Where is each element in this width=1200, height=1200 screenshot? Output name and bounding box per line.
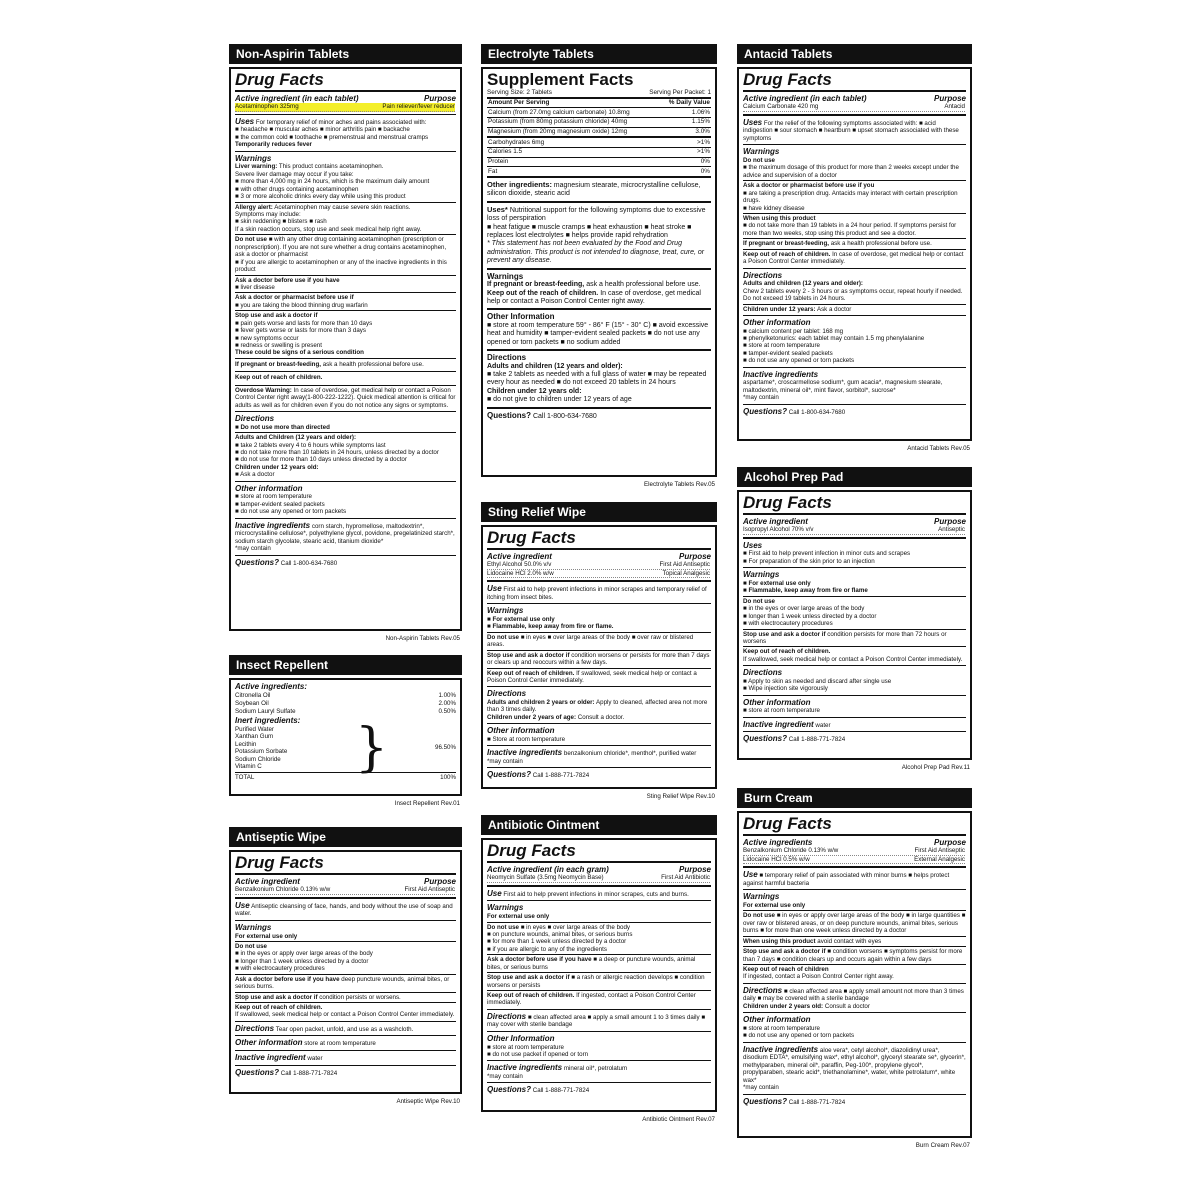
inert-ingredient: Xanthan Gum [235, 733, 274, 741]
supplement-row: Calories 1.5 >1% [488, 148, 710, 156]
supplement-row: Protein 0% [488, 158, 710, 166]
drug-facts-box: Drug Facts Purpose Active ingredient Benzalkonium Chloride 0.13% w/w First Aid Antiseptic Use Antiseptic cleansing of face, hands, and body without the use of soap and water. Warnings For external use only Do not use ■ in the eyes or apply over large areas of the body ■ longer than 1 week unless directed by a doctor ■ with electrocautery procedures Ask a doctor before use if you have deep puncture wounds, animal bites, or serious burns. Stop use and ask a doctor if condition persists or worsens. Keep out of reach of children. If swallowed, seek medical help or contact a Poison Control Center immediately. Directions Tear open packet, unfold, and use as a washcloth. Other information store at room temperature Inactive ingredient water Questions? Call 1-888-771-7824 [229, 850, 462, 1094]
drug-facts-box: Drug Facts Purpose Active ingredient Isopropyl Alcohol 70% v/v Antiseptic Uses ■ First aid to help prevent infection in minor cuts and scrapes ■ For preparation of the skin prior to an injection Warnings ■ For external use only ■ Flammable, keep away from fire or flame Do not use ■ in the eyes or over large areas of the body ■ longer than 1 week unless directed by a doctor ■ with electrocautery procedures Stop use and ask a doctor if condition persists for more than 72 hours or worsens Keep out of reach of children. If swallowed, seek medical help or contact a Poison Control Center immediately. Directions ■ Apply to skin as needed and discard after single use ■ Wipe injection site vigorously Other information ■ store at room temperature Inactive ingredient water Questions? Call 1-888-771-7824 [737, 490, 972, 760]
ingredients-box: Active ingredients: Citronella Oil 1.00% Soybean Oil 2.00% Sodium Lauryl Sulfate 0.50% Inert ingredients: Purified Water Xanthan Gum Lecithin Potassium Sorbate Sodium Chloride Vitamin C } 96.50% TOTAL 100% [229, 678, 462, 796]
ingredient-row: Citronella Oil 1.00% [235, 691, 456, 699]
panel-header: Electrolyte Tablets [481, 44, 717, 64]
inert-ingredient: Purified Water [235, 725, 274, 733]
directions-label: Directions [235, 414, 275, 424]
inert-ingredient: Lecithin [235, 740, 257, 748]
revision-label: Electrolyte Tablets Rev.05 [644, 481, 715, 488]
revision-label: Antiseptic Wipe Rev.10 [396, 1098, 460, 1105]
drug-facts-title: Drug Facts [235, 71, 456, 92]
supplement-row: Fat 0% [488, 167, 710, 175]
supplement-row: Calcium (from 27.0mg calcium carbonate) 10.8mg 1.06% [488, 108, 710, 116]
supplement-facts-box: Supplement Facts Serving Size: 2 Tablets Serving Per Packet: 1 Amount Per Serving % Daily Value Calcium (from 27.0mg calcium carbonate) 10.8mg 1.06% Potassium (from 80mg potassium chloride) 40mg 1.15% Magnesium (from 20mg magnesium oxide) 12mg 3.0% Carbohydrates 6mg >1% Calories 1.5 >1% Protein 0% Fat 0% Other ingredients: magnesium stearate, microcrystalline cellulose, silicon dioxide, stearic acid Uses* Nutritional support for the following symptoms due to excessive loss of perspiration ■ heat fatigue ■ muscle cramps ■ heat exhaustion ■ heat stroke ■ replaces lost electrolytes ■ helps provide rapid rehydration * This statement has not been evaluated by the Food and Drug administration. This product is not intended to diagnose, treat, cure, or prevent any disease. Warnings If pregnant or breast-feeding, ask a health professional before use. Keep out of the reach of children. In case of overdose, get medical help or contact a Poison Control Center right away. Other Information ■ store at room temperature 59° - 86° F (15° - 30° C) ■ avoid excessive heat and humidity ■ tamper-evident sealed packets ■ do not use any opened or torn packets ■ no sodium added Directions Adults and children (12 years and older): ■ take 2 tablets as needed with a full glass of water ■ may be repeated every hour as needed ■ do not exceed 20 tablets in 24 hours Children under 12 years old: ■ do not give to children under 12 years of age Questions? Call 1-800-634-7680 [481, 67, 717, 477]
panel-header: Insect Repellent [229, 655, 462, 675]
ingredient-row: Sodium Lauryl Sulfate 0.50% [235, 708, 456, 716]
ingredient-row: Soybean Oil 2.00% [235, 700, 456, 708]
panel-header: Alcohol Prep Pad [737, 467, 972, 487]
uses-label: Uses [235, 116, 255, 126]
panel-header: Antiseptic Wipe [229, 827, 462, 847]
drug-facts-box: Drug Facts Purpose Active ingredient (in each tablet) Acetaminophen 325mg Pain reliever/fever reducer Uses For temporary relief of minor aches and pains associated with: ■ headache ■ muscular aches ■ minor arthritis pain ■ backache ■ the common cold ■ toothache ■ premenstrual and menstrual cramps Temporarily reduces fever Warnings Liver warning: This product contains acetaminophen. Severe liver damage may occur if you take: ■ more than 4,000 mg in 24 hours, which is the maximum daily amount ■ with other drugs containing acetaminophen ■ 3 or more alcoholic drinks every day while using this product Allergy alert: Acetaminophen may cause severe skin reactions. Symptoms may include: ■ skin reddening ■ blisters ■ rash If a skin reaction occurs, stop use and seek medical help right away. Do not use ■ with any other drug containing acetaminophen (prescription or nonprescription). If you are not sure whether a drug contains acetaminophen, ask a doctor or pharmacist ■ if you are allergic to acetaminophen or any of the inactive ingredients in this product Ask a doctor before use if you have ■ liver disease Ask a doctor or pharmacist before use if ■ you are taking the blood thinning drug warfarin Stop use and ask a doctor if ■ pain gets worse and lasts for more than 10 days ■ fever gets worse or lasts for more than 3 days ■ new symptoms occur ■ redness or swelling is present These could be signs of a serious condition If pregnant or breast-feeding, ask a health professional before use. Keep out of reach of children. Overdose Warning: In case of overdose, get medical help or contact a Poison Control Center right away(1-800-222-1222). Quick medical attention is critical for adults as well as for children even if you do not notice any signs or symptoms. Directions ■ Do not use more than directed Adults and Children (12 years and older): ■ take 2 tablets every 4 to 6 hours while symptoms last ■ do not take more than 10 tablets in 24 hours, unless directed by a doctor ■ do not use for more than 10 days unless directed by a doctor Children under 12 years old: ■ Ask a doctor Other information ■ store at room temperature ■ tamper-evident sealed packets ■ do not use any opened or torn packets Inactive ingredients corn starch, hypromellose, maltodextrin*, microcrystalline cellulose*, polyethylene glycol, povidone, pregelatinized starch*, sodium starch glycolate, stearic acid, titanium dioxide* *may contain Questions? Call 1-800-634-7680 [229, 67, 462, 631]
drug-facts-title: Drug Facts [743, 815, 966, 836]
drug-facts-title: Drug Facts [743, 494, 966, 515]
warnings-label: Warnings [235, 153, 272, 163]
supplement-row: Magnesium (from 20mg magnesium oxide) 12mg 3.0% [487, 127, 711, 137]
supplement-row: Potassium (from 80mg potassium chloride) 40mg 1.15% [488, 118, 710, 126]
uses-text: For temporary relief of minor aches and pains associated with: [255, 118, 427, 126]
drug-facts-title: Drug Facts [487, 529, 711, 550]
electrolyte-panel [481, 44, 717, 488]
drug-facts-title: Drug Facts [235, 854, 456, 875]
drug-facts-title: Drug Facts [487, 842, 711, 863]
supplement-row: Carbohydrates 6mg >1% [488, 138, 710, 146]
active-ingredients-table [235, 692, 456, 717]
inert-ingredient: Sodium Chloride [235, 755, 281, 763]
drug-facts-box: Drug Facts Purpose Active ingredients Benzalkonium Chloride 0.13% w/w First Aid Antiseptic Lidocaine HCl 0.5% w/w External Analgesic Use ■ temporary relief of pain associated with minor burns ■ helps protect against harmful bacteria Warnings For external use only Do not use ■ in eyes or apply over large areas of the body ■ in large quantities ■ over raw or blistered areas, or on deep puncture wounds, animal bites, serious burns ■ for more than one week unless directed by a doctor When using this product avoid contact with eyes Stop use and ask a doctor if ■ condition worsens ■ symptoms persist for more than 7 days ■ condition clears up and occurs again within a few days Keep out of reach of children If ingested, contact a Poison Control Center right away. Directions ■ clean affected area ■ apply small amount not more than 3 times daily ■ may be covered with a sterile bandage Children under 2 years old: Consult a doctor Other information ■ store at room temperature ■ do not use any opened or torn packets Inactive ingredients aloe vera*, cetyl alcohol*, diazolidinyl urea*, disodium EDTA*, emulsifying wax*, ethyl alcohol*, glyceryl stearate se*, glycerin*, methylparaben, mineral oil*, paraffin, Peg-100*, propylene glycol*, propylparaben, stearic acid*, triethanolamine*, water, white petrolatum*, white wax* *may contain Questions? Call 1-888-771-7824 [737, 811, 972, 1138]
revision-label: Insect Repellent Rev.01 [394, 800, 460, 807]
drug-facts-title: Drug Facts [743, 71, 966, 92]
active-ingredient-row: Acetaminophen 325mg Pain reliever/fever reducer [235, 103, 455, 111]
revision-label: Alcohol Prep Pad Rev.11 [901, 764, 970, 771]
revision-label: Non-Aspirin Tablets Rev.05 [385, 635, 460, 642]
sting-relief-panel [481, 502, 717, 800]
panel-header: Burn Cream [737, 788, 972, 808]
alcohol-prep-panel [737, 467, 972, 771]
supplement-table [487, 97, 711, 177]
antibiotic-ointment-panel [481, 815, 717, 1123]
revision-label: Antibiotic Ointment Rev.07 [642, 1116, 715, 1123]
revision-label: Burn Cream Rev.07 [915, 1142, 970, 1149]
inert-ingredient: Vitamin C [235, 763, 262, 771]
supplement-facts-title: Supplement Facts [487, 70, 634, 89]
inert-ingredient: Potassium Sorbate [235, 748, 288, 756]
total-row: TOTAL 100% [235, 774, 456, 782]
panel-header: Non-Aspirin Tablets [229, 44, 462, 64]
panel-header: Sting Relief Wipe [481, 502, 717, 522]
antiseptic-wipe-panel [229, 827, 462, 1105]
drug-facts-box: Drug Facts Purpose Active ingredient (in each gram) Neomycin Sulfate (3.5mg Neomycin Base) First Aid Antibiotic Use First aid to help prevent infections in minor scrapes, cuts and burns. Warnings For external use only Do not use ■ in eyes ■ over large areas of the body ■ on puncture wounds, animal bites, or serious burns ■ for more than 1 week unless directed by a doctor ■ if you are allergic to any of the ingredients Ask a doctor before use if you have ■ a deep or puncture wounds, animal bites, or serious burns Stop use and ask a doctor if ■ a rash or allergic reaction develops ■ condition worsens or persists Keep out of reach of children. If ingested, contact a Poison Control Center immediately. Directions ■ clean affected area ■ apply a small amount 1 to 3 times daily ■ may cover with sterile bandage Other Information ■ store at room temperature ■ do not use packet if opened or torn Inactive ingredients mineral oil*, petrolatum *may contain Questions? Call 1-888-771-7824 [481, 838, 717, 1112]
inert-value: 96.50% [435, 744, 456, 752]
panel-header: Antibiotic Ointment [481, 815, 717, 835]
drug-facts-box: Drug Facts Purpose Active ingredient Ethyl Alcohol 50.0% v/v First Aid Antiseptic Lidocaine HCl 2.0% w/w Topical Analgesic Use First aid to help prevent infections in minor scrapes and temporary relief of itching from insect bites. Warnings ■ For external use only ■ Flammable, keep away from fire or flame. Do not use ■ in eyes ■ over large areas of the body ■ over raw or blistered areas. Stop use and ask a doctor if condition worsens or persists for more than 7 days or clears up and reoccurs within a few days. Keep out of reach of children. If swallowed, seek medical help or contact a Poison Control Center immediately. Directions Adults and children 2 years or older: Apply to cleaned, affected area not more than 3 times daily. Children under 2 years of age: Consult a doctor. Other information ■ Store at room temperature Inactive ingredients benzalkonium chloride*, menthol*, purified water *may contain Questions? Call 1-888-771-7824 [481, 525, 717, 789]
supplement-table-header: Amount Per Serving % Daily Value [488, 99, 710, 107]
revision-label: Antacid Tablets Rev.05 [907, 445, 970, 452]
drug-facts-box: Drug Facts Purpose Active ingredient (in each tablet) Calcium Carbonate 420 mg Antacid Uses For the relief of the following symptoms associated with: ■ acid indigestion ■ sour stomach ■ heartburn ■ upset stomach associated with these symptoms Warnings Do not use ■ the maximum dosage of this product for more than 2 weeks except under the advice and supervision of a doctor Ask a doctor or pharmacist before use if you ■ are taking a prescription drug. Antacids may interact with certain prescription drugs. ■ have kidney disease When using this product ■ do not take more than 19 tablets in a 24 hour period. If symptoms persist for more than two weeks, stop using this product and see a doctor. If pregnant or breast-feeding, ask a health professional before use. Keep out of reach of children. In case of overdose, get medical help or contact a Poison Control Center immediately. Directions Adults and children (12 years and older): Chew 2 tablets every 2 - 3 hours or as symptoms occur, repeat hourly if needed. Do not exceed 19 tablets in 24 hours. Children under 12 years: Ask a doctor Other information ■ calcium content per tablet: 168 mg ■ phenylketonurics: each tablet may contain 1.5 mg phenylalanine ■ store at room temperature ■ tamper-evident sealed packets ■ do not use any opened or torn packets Inactive ingredients aspartame*, croscarmellose sodium*, gum acacia*, magnesium stearate, maltodextrin, mineral oil*, mint flavor, sorbitol*, sucrose* *may contain Questions? Call 1-800-634-7680 [737, 67, 972, 441]
revision-label: Sting Relief Wipe Rev.10 [646, 793, 715, 800]
panel-header: Antacid Tablets [737, 44, 972, 64]
purpose-label: Purpose [423, 93, 456, 103]
antacid-panel [737, 44, 972, 452]
non-aspirin-panel [229, 44, 462, 642]
insect-repellent-panel [229, 655, 462, 807]
inert-ingredients-list [235, 726, 355, 771]
other-info-label: Other information [235, 483, 303, 493]
brace: } [355, 718, 389, 779]
active-label: Active ingredient (in each tablet) [235, 93, 359, 103]
burn-cream-panel [737, 788, 972, 1149]
